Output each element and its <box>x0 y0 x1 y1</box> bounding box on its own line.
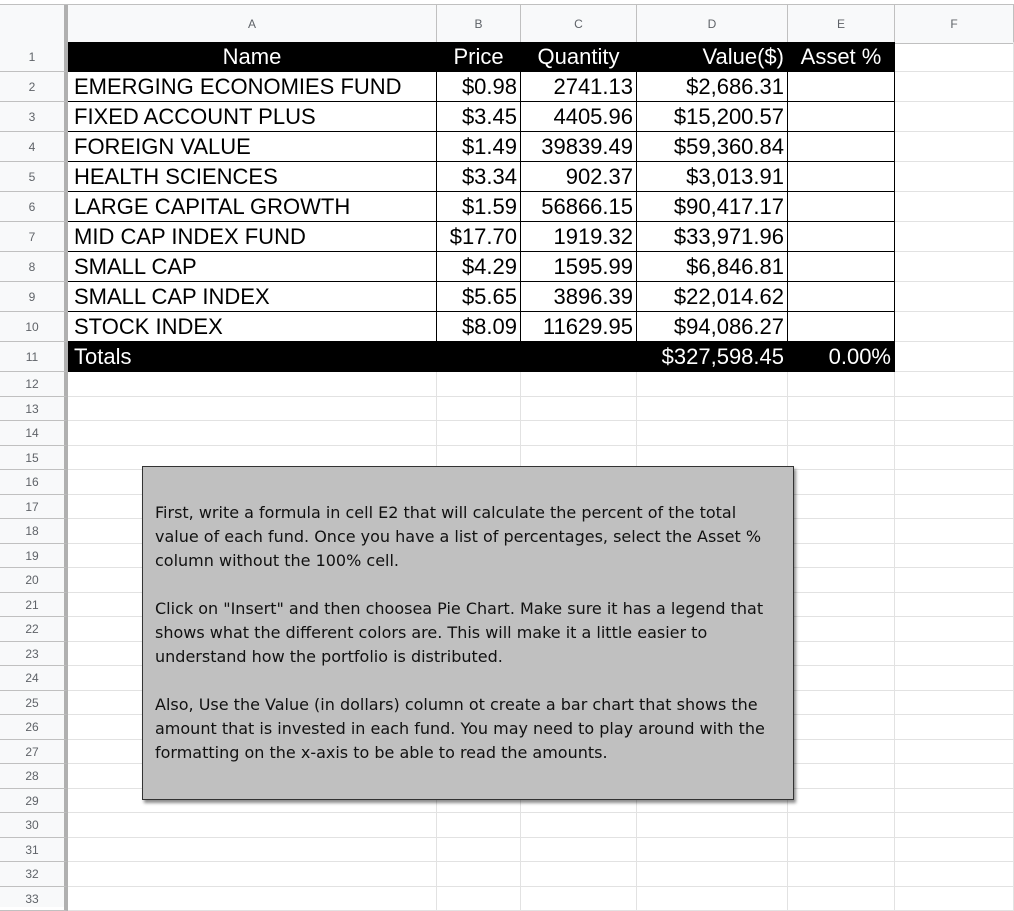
cell-a1-header-name[interactable]: Name <box>68 42 437 72</box>
cell-d6-value[interactable]: $90,417.17 <box>637 192 788 222</box>
row-header-10[interactable]: 10 <box>0 312 68 342</box>
cell-c2-quantity[interactable]: 2741.13 <box>521 72 637 102</box>
cell-f29[interactable] <box>895 789 1014 814</box>
cell-e8-asset[interactable] <box>788 252 895 282</box>
cell-e7-asset[interactable] <box>788 222 895 252</box>
cell-b7-price[interactable]: $17.70 <box>437 222 521 252</box>
column-header-bar <box>0 4 1014 44</box>
cell-f9[interactable] <box>895 282 1014 312</box>
cell-b6-price[interactable]: $1.59 <box>437 192 521 222</box>
row-header-6[interactable]: 6 <box>0 192 68 222</box>
column-header-d[interactable]: D <box>637 5 788 43</box>
cell-c32[interactable] <box>521 862 637 887</box>
cell-f8[interactable] <box>895 252 1014 282</box>
row-header-20[interactable]: 20 <box>0 568 68 593</box>
cell-c33[interactable] <box>521 887 637 911</box>
cell-c7-quantity[interactable]: 1919.32 <box>521 222 637 252</box>
cell-f14[interactable] <box>895 421 1014 446</box>
cell-c14[interactable] <box>521 421 637 446</box>
cell-c12[interactable] <box>521 372 637 397</box>
row-header-16[interactable]: 16 <box>0 470 68 495</box>
cell-b11[interactable] <box>437 342 521 372</box>
cell-b13[interactable] <box>437 397 521 422</box>
cell-a30[interactable] <box>68 813 437 838</box>
cell-b31[interactable] <box>437 838 521 863</box>
cell-e30[interactable] <box>788 813 895 838</box>
cell-f17[interactable] <box>895 495 1014 520</box>
cell-e13[interactable] <box>788 397 895 422</box>
cell-e27[interactable] <box>788 740 895 765</box>
cell-e15[interactable] <box>788 446 895 471</box>
cell-f12[interactable] <box>895 372 1014 397</box>
cell-c5-quantity[interactable]: 902.37 <box>521 162 637 192</box>
cell-e28[interactable] <box>788 764 895 789</box>
cell-d13[interactable] <box>637 397 788 422</box>
cell-b4-price[interactable]: $1.49 <box>437 132 521 162</box>
cell-a3-fund-name[interactable]: FIXED ACCOUNT PLUS <box>68 102 437 132</box>
cell-f4[interactable] <box>895 132 1014 162</box>
cell-b32[interactable] <box>437 862 521 887</box>
row-header-5[interactable]: 5 <box>0 162 68 192</box>
cell-a10-fund-name[interactable]: STOCK INDEX <box>68 312 437 342</box>
row-header-14[interactable]: 14 <box>0 421 68 446</box>
cell-d12[interactable] <box>637 372 788 397</box>
row-header-29[interactable]: 29 <box>0 789 68 814</box>
cell-b9-price[interactable]: $5.65 <box>437 282 521 312</box>
cell-f16[interactable] <box>895 470 1014 495</box>
cell-a14[interactable] <box>68 421 437 446</box>
cell-e21[interactable] <box>788 593 895 618</box>
cell-b3-price[interactable]: $3.45 <box>437 102 521 132</box>
cell-f2[interactable] <box>895 72 1014 102</box>
cell-d9-value[interactable]: $22,014.62 <box>637 282 788 312</box>
cell-e9-asset[interactable] <box>788 282 895 312</box>
cell-e26[interactable] <box>788 715 895 740</box>
cell-e10-asset[interactable] <box>788 312 895 342</box>
row-header-22[interactable]: 22 <box>0 617 68 642</box>
row-header-31[interactable]: 31 <box>0 838 68 863</box>
cell-f28[interactable] <box>895 764 1014 789</box>
cell-a6-fund-name[interactable]: LARGE CAPITAL GROWTH <box>68 192 437 222</box>
row-header-3[interactable]: 3 <box>0 102 68 132</box>
cell-b1-header-price[interactable]: Price <box>437 42 521 72</box>
cell-e33[interactable] <box>788 887 895 911</box>
cell-c4-quantity[interactable]: 39839.49 <box>521 132 637 162</box>
row-header-19[interactable]: 19 <box>0 544 68 569</box>
cell-a9-fund-name[interactable]: SMALL CAP INDEX <box>68 282 437 312</box>
row-header-23[interactable]: 23 <box>0 642 68 667</box>
instruction-paragraph-1: First, write a formula in cell E2 that will calculate the percent of the total value of each fund. Once you have a list of percentages, select the Asset % column without the 100% cell. <box>155 501 783 573</box>
column-header-c[interactable]: C <box>521 5 637 43</box>
cell-e31[interactable] <box>788 838 895 863</box>
cell-d10-value[interactable]: $94,086.27 <box>637 312 788 342</box>
cell-d5-value[interactable]: $3,013.91 <box>637 162 788 192</box>
cell-e3-asset[interactable] <box>788 102 895 132</box>
cell-f6[interactable] <box>895 192 1014 222</box>
row-header-11[interactable]: 11 <box>0 342 68 372</box>
cell-a31[interactable] <box>68 838 437 863</box>
row-header-1[interactable]: 1 <box>0 42 68 72</box>
cell-e14[interactable] <box>788 421 895 446</box>
cell-f25[interactable] <box>895 691 1014 716</box>
cell-f26[interactable] <box>895 715 1014 740</box>
row-header-28[interactable]: 28 <box>0 764 68 789</box>
cell-e22[interactable] <box>788 617 895 642</box>
cell-b5-price[interactable]: $3.34 <box>437 162 521 192</box>
row-header-17[interactable]: 17 <box>0 495 68 520</box>
row-header-33[interactable]: 33 <box>0 887 68 911</box>
cell-f33[interactable] <box>895 887 1014 911</box>
cell-b30[interactable] <box>437 813 521 838</box>
cell-e4-asset[interactable] <box>788 132 895 162</box>
cell-e11-totals-asset[interactable]: 0.00% <box>788 342 895 372</box>
instruction-paragraph-2: Click on "Insert" and then choosea Pie Chart. Make sure it has a legend that shows what the different colors are. This will make it a little easier to understand how the portfolio is distributed. <box>155 597 783 669</box>
row-header-7[interactable]: 7 <box>0 222 68 252</box>
row-header-12[interactable]: 12 <box>0 372 68 397</box>
cell-f3[interactable] <box>895 102 1014 132</box>
column-header-f[interactable]: F <box>895 5 1014 43</box>
row-header-bar <box>0 42 68 907</box>
cell-f7[interactable] <box>895 222 1014 252</box>
cell-b2-price[interactable]: $0.98 <box>437 72 521 102</box>
cell-b33[interactable] <box>437 887 521 911</box>
cell-a32[interactable] <box>68 862 437 887</box>
cell-d11-totals-value[interactable]: $327,598.45 <box>637 342 788 372</box>
cell-c6-quantity[interactable]: 56866.15 <box>521 192 637 222</box>
cell-c31[interactable] <box>521 838 637 863</box>
cell-b14[interactable] <box>437 421 521 446</box>
cell-e18[interactable] <box>788 519 895 544</box>
cell-e5-asset[interactable] <box>788 162 895 192</box>
cell-b10-price[interactable]: $8.09 <box>437 312 521 342</box>
cell-e19[interactable] <box>788 544 895 569</box>
cell-e6-asset[interactable] <box>788 192 895 222</box>
cell-e20[interactable] <box>788 568 895 593</box>
cell-c13[interactable] <box>521 397 637 422</box>
cell-a33[interactable] <box>68 887 437 911</box>
cell-f18[interactable] <box>895 519 1014 544</box>
cell-d30[interactable] <box>637 813 788 838</box>
cell-f15[interactable] <box>895 446 1014 471</box>
cell-d8-value[interactable]: $6,846.81 <box>637 252 788 282</box>
cell-c3-quantity[interactable]: 4405.96 <box>521 102 637 132</box>
cell-f22[interactable] <box>895 617 1014 642</box>
cell-e12[interactable] <box>788 372 895 397</box>
cell-d31[interactable] <box>637 838 788 863</box>
cell-d1-header-value[interactable]: Value($) <box>637 42 788 72</box>
row-header-27[interactable]: 27 <box>0 740 68 765</box>
cell-e16[interactable] <box>788 470 895 495</box>
cell-a8-fund-name[interactable]: SMALL CAP <box>68 252 437 282</box>
row-header-24[interactable]: 24 <box>0 666 68 691</box>
cell-e32[interactable] <box>788 862 895 887</box>
cell-a2-fund-name[interactable]: EMERGING ECONOMIES FUND <box>68 72 437 102</box>
select-all-corner[interactable] <box>0 5 68 43</box>
cell-d4-value[interactable]: $59,360.84 <box>637 132 788 162</box>
row-header-15[interactable]: 15 <box>0 446 68 471</box>
cell-d3-value[interactable]: $15,200.57 <box>637 102 788 132</box>
cell-c10-quantity[interactable]: 11629.95 <box>521 312 637 342</box>
cell-f27[interactable] <box>895 740 1014 765</box>
cell-f21[interactable] <box>895 593 1014 618</box>
row-header-18[interactable]: 18 <box>0 519 68 544</box>
cell-c8-quantity[interactable]: 1595.99 <box>521 252 637 282</box>
row-header-30[interactable]: 30 <box>0 813 68 838</box>
row-header-25[interactable]: 25 <box>0 691 68 716</box>
cell-f20[interactable] <box>895 568 1014 593</box>
row-header-26[interactable]: 26 <box>0 715 68 740</box>
row-header-32[interactable]: 32 <box>0 862 68 887</box>
cell-f23[interactable] <box>895 642 1014 667</box>
cell-f1[interactable] <box>895 42 1014 72</box>
row-header-8[interactable]: 8 <box>0 252 68 282</box>
cell-b8-price[interactable]: $4.29 <box>437 252 521 282</box>
cell-f32[interactable] <box>895 862 1014 887</box>
cell-f31[interactable] <box>895 838 1014 863</box>
cell-e2-asset[interactable] <box>788 72 895 102</box>
cell-a4-fund-name[interactable]: FOREIGN VALUE <box>68 132 437 162</box>
cell-c1-header-quantity[interactable]: Quantity <box>521 42 637 72</box>
cell-e24[interactable] <box>788 666 895 691</box>
row-header-2[interactable]: 2 <box>0 72 68 102</box>
row-header-4[interactable]: 4 <box>0 132 68 162</box>
column-header-b[interactable]: B <box>437 5 521 43</box>
cell-f10[interactable] <box>895 312 1014 342</box>
cell-e29[interactable] <box>788 789 895 814</box>
cell-f19[interactable] <box>895 544 1014 569</box>
column-header-e[interactable]: E <box>788 5 895 43</box>
cell-e17[interactable] <box>788 495 895 520</box>
cell-f30[interactable] <box>895 813 1014 838</box>
cell-d32[interactable] <box>637 862 788 887</box>
cell-a12[interactable] <box>68 372 437 397</box>
cell-a5-fund-name[interactable]: HEALTH SCIENCES <box>68 162 437 192</box>
column-header-a[interactable]: A <box>68 5 437 43</box>
row-header-21[interactable]: 21 <box>0 593 68 618</box>
cell-e23[interactable] <box>788 642 895 667</box>
cell-d7-value[interactable]: $33,971.96 <box>637 222 788 252</box>
row-header-9[interactable]: 9 <box>0 282 68 312</box>
cell-f24[interactable] <box>895 666 1014 691</box>
row-header-13[interactable]: 13 <box>0 397 68 422</box>
cell-d33[interactable] <box>637 887 788 911</box>
cell-a7-fund-name[interactable]: MID CAP INDEX FUND <box>68 222 437 252</box>
cell-c11[interactable] <box>521 342 637 372</box>
cell-a11-totals-label[interactable]: Totals <box>68 342 437 372</box>
cell-e25[interactable] <box>788 691 895 716</box>
cell-a13[interactable] <box>68 397 437 422</box>
instruction-paragraph-3: Also, Use the Value (in dollars) column ot create a bar chart that shows the amount that is invested in each fund. You may need to play around with the formatting on the x-axis to be able to read the amounts. <box>155 693 783 765</box>
cell-f13[interactable] <box>895 397 1014 422</box>
cell-c9-quantity[interactable]: 3896.39 <box>521 282 637 312</box>
cell-d14[interactable] <box>637 421 788 446</box>
cell-f11[interactable] <box>895 342 1014 372</box>
cell-b12[interactable] <box>437 372 521 397</box>
cell-f5[interactable] <box>895 162 1014 192</box>
cell-d2-value[interactable]: $2,686.31 <box>637 72 788 102</box>
cell-c30[interactable] <box>521 813 637 838</box>
instructions-textbox[interactable] <box>142 466 794 800</box>
cell-e1-header-asset[interactable]: Asset % <box>788 42 895 72</box>
